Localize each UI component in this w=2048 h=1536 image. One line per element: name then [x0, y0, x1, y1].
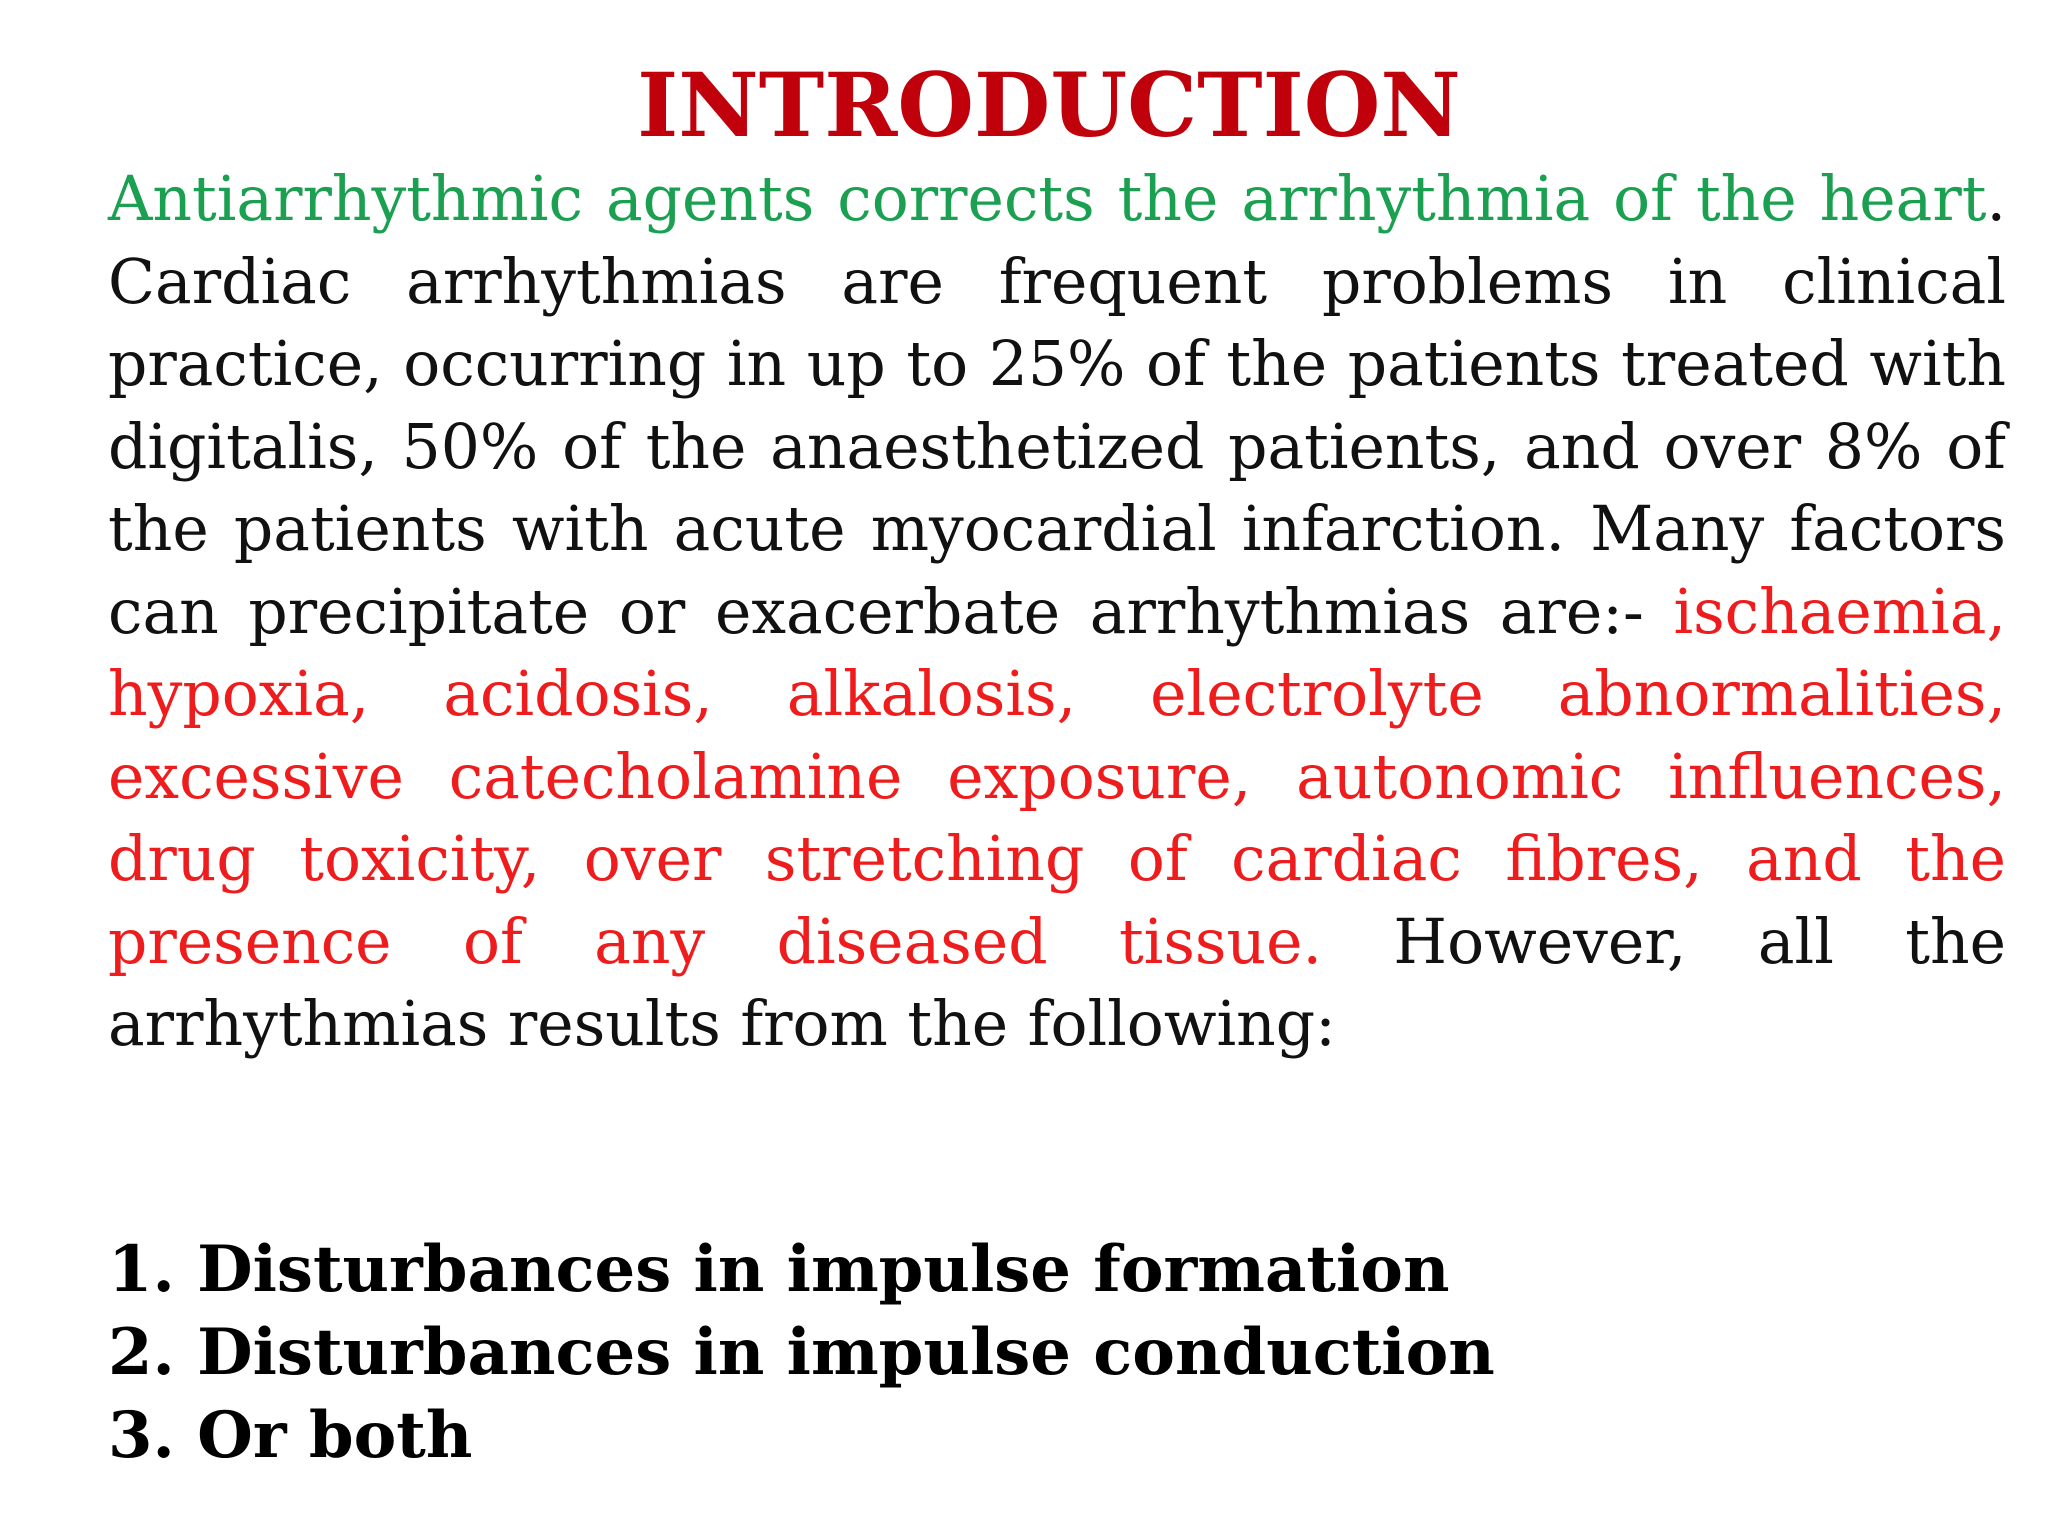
- list-item: 3. Or both: [108, 1398, 473, 1473]
- causes-list: [108, 1228, 2008, 1477]
- conclusion-text: However, all the arrhythmias results from the following:: [108, 905, 2006, 1060]
- list-item: 1. Disturbances in impulse formation: [108, 1232, 1450, 1307]
- definition-text: Antiarrhythmic agents corrects the arrhythmia of the heart: [108, 163, 1987, 235]
- list-item: 2. Disturbances in impulse conduction: [108, 1315, 1495, 1390]
- precipitating-factors-text: ischaemia, hypoxia, acidosis, alkalosis, electrolyte abnormalities, excessive catecholamine exposure, autonomic influences, drug toxicity, over stretching of cardiac fibres, and the presence of any diseased tissue.: [108, 575, 2006, 978]
- prevalence-text: . Cardiac arrhythmias are frequent problems in clinical practice, occurring in up to 25% of the patients treated with digitalis, 50% of the anaesthetized patients, and over 8% of the patients with acute myocardial infarction. Many factors can precipitate or exacerbate arrhythmias are:-: [108, 163, 2006, 648]
- slide-title: INTRODUCTION: [637, 53, 1461, 157]
- intro-paragraph: [108, 158, 2006, 1066]
